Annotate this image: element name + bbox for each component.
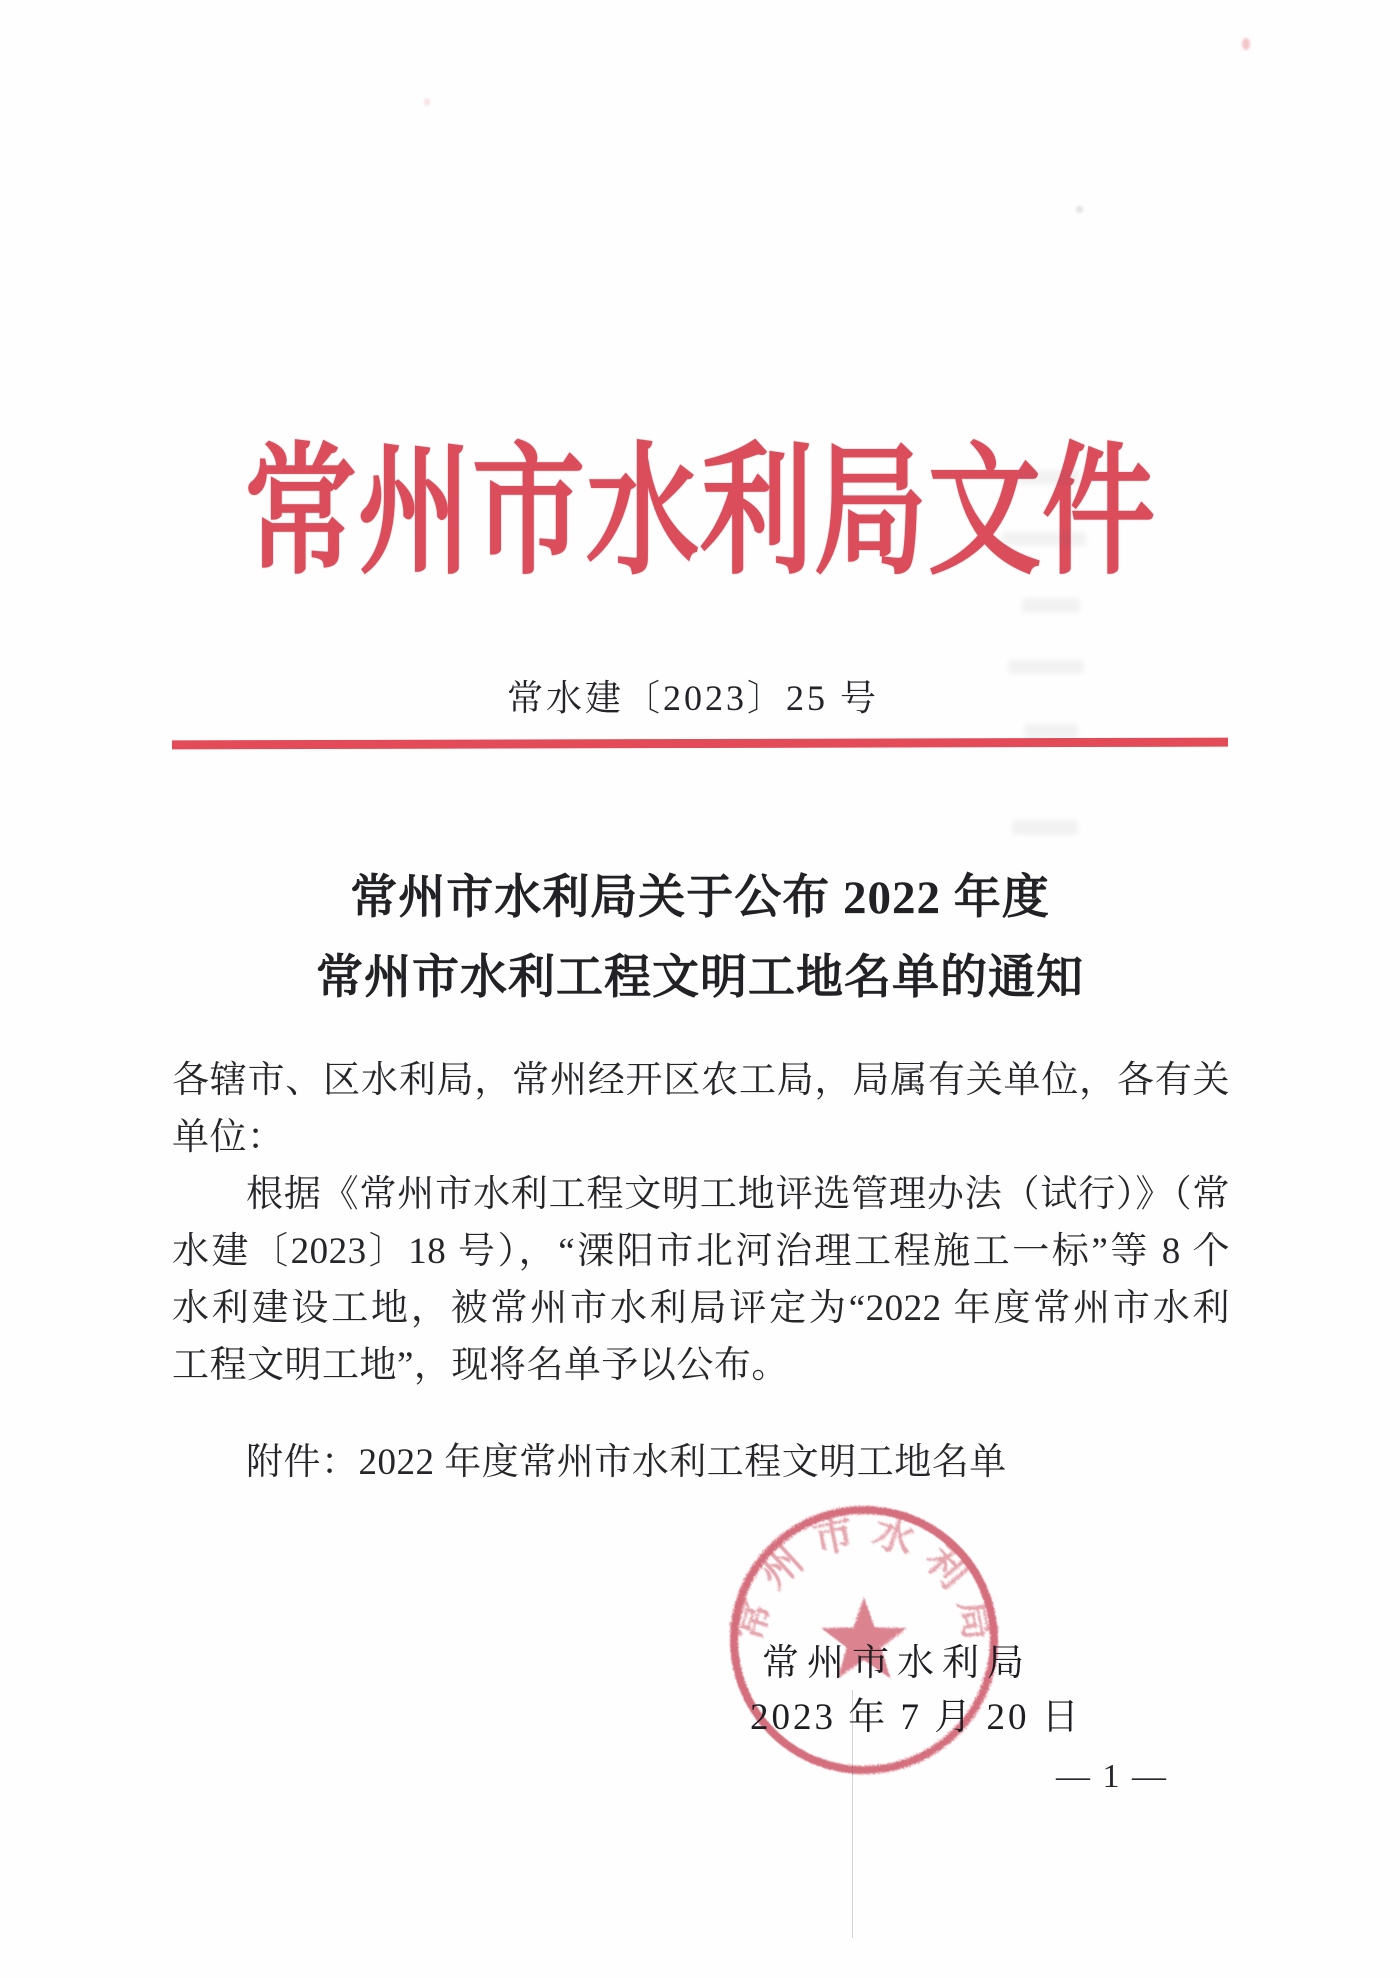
body-line: 水利建设工地，被常州市水利局评定为“2022 年度常州市水利 [172, 1288, 1230, 1329]
bleed-through-mark [1002, 532, 1086, 546]
notice-title-line2: 常州市水利工程文明工地名单的通知 [316, 952, 1084, 1004]
notice-title-line1: 常州市水利局关于公布 2022 年度 [350, 872, 1050, 924]
scan-speck [424, 98, 430, 106]
body-line: 根据《常州市水利工程文明工地评选管理办法（试行）》（常 [246, 1174, 1230, 1215]
scan-speck [1242, 38, 1250, 50]
scan-speck [1076, 206, 1083, 213]
page-number: — 1 — [1056, 1758, 1168, 1795]
bleed-through-mark [1008, 660, 1084, 674]
bleed-through-mark [1022, 598, 1080, 613]
bleed-through-mark [1018, 470, 1080, 485]
letterhead-title: 常州市水利局文件 [244, 434, 1156, 593]
document-number: 常水建〔2023〕25 号 [506, 678, 879, 718]
attachment-line: 附件：2022 年度常州市水利工程文明工地名单 [246, 1442, 1007, 1483]
bleed-through-mark [1012, 820, 1078, 835]
body-line: 工程文明工地”，现将名单予以公布。 [172, 1345, 789, 1386]
bleed-through-mark [1024, 724, 1078, 738]
body-line: 水建〔2023〕18 号），“溧阳市北河治理工程施工一标”等 8 个 [172, 1231, 1230, 1272]
seal-arc-text: 常州市水利局 [724, 1507, 1005, 1658]
notice-title [0, 858, 1400, 1018]
body-line: 各辖市、区水利局，常州经开区农工局，局属有关单位，各有关 [172, 1060, 1230, 1101]
signature-org: 常州市水利局 [762, 1643, 1032, 1684]
body-line: 单位： [172, 1117, 285, 1158]
signature-date: 2023 年 7 月 20 日 [750, 1697, 1082, 1738]
body-text [172, 1052, 1230, 1491]
red-rule-divider [172, 738, 1228, 750]
